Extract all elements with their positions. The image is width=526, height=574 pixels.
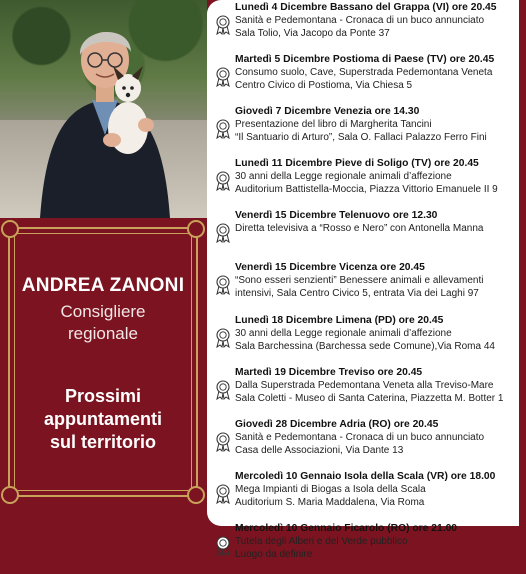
- event-description: Dalla Superstrada Pedemontana Veneta alla Treviso-Mare: [235, 379, 494, 391]
- event-location: intensivi, Sala Centro Civico 5, entrata Via dei Laghi 97: [235, 288, 479, 300]
- event-header: Lunedì 18 Dicembre Limena (PD) ore 20.45: [235, 314, 444, 326]
- event-description: Tutela degli Alberi e del Verde pubblico: [235, 535, 408, 547]
- frame-corner-ornament: [187, 486, 205, 504]
- event-item: [215, 522, 519, 574]
- award-ribbon-icon: [215, 15, 231, 35]
- event-description: “Sono esseri senzienti” Benessere animali e allevamenti: [235, 275, 484, 287]
- headline-line: appuntamenti: [43, 409, 162, 429]
- events-panel: [207, 0, 519, 560]
- event-header: Giovedì 28 Dicembre Adria (RO) ore 20.45: [235, 418, 439, 430]
- event-description: Diretta televisiva a “Rosso e Nero” con Antonella Manna: [235, 223, 484, 235]
- portrait-photo: [0, 0, 207, 218]
- frame-corner-ornament: [1, 486, 19, 504]
- event-description: 30 anni della Legge regionale animali d’affezione: [235, 327, 452, 339]
- award-ribbon-icon: [215, 536, 231, 556]
- frame-corner-ornament: [187, 220, 205, 238]
- event-location: Sala Barchessina (Barchessa sede Comune),Via Roma 44: [235, 340, 495, 352]
- event-item: [215, 105, 519, 157]
- event-item: [215, 209, 519, 261]
- event-description: Presentazione del libro di Margherita Tancini: [235, 119, 432, 131]
- event-location: Centro Civico di Postioma, Via Chiesa 5: [235, 80, 413, 92]
- person-with-dog-illustration: [0, 0, 207, 218]
- event-location: Auditorium S. Maria Maddalena, Via Roma: [235, 496, 425, 508]
- event-header: Mercoledì 10 Gennaio Isola della Scala (VR) ore 18.00: [235, 470, 496, 482]
- event-item: [215, 1, 519, 53]
- headline-line: Prossimi: [64, 386, 142, 406]
- event-location: Casa delle Associazioni, Via Dante 13: [235, 444, 404, 456]
- event-location: Sala Coletti - Museo di Santa Caterina, Piazzetta M. Botter 1: [235, 392, 504, 404]
- event-item: [215, 314, 519, 366]
- event-location: Auditorium Battistella-Moccia, Piazza Vittorio Emanuele II 9: [235, 184, 498, 196]
- events-list: [215, 1, 519, 574]
- award-ribbon-icon: [215, 119, 231, 139]
- role-line: Consigliere: [60, 302, 146, 321]
- person-name: ANDREA ZANONI: [21, 275, 185, 296]
- event-location: “Il Santuario di Arturo”, Sala O. Fallaci Palazzo Ferro Fini: [235, 132, 487, 144]
- award-ribbon-icon: [215, 380, 231, 400]
- event-item: [215, 366, 519, 418]
- headline: [8, 385, 198, 454]
- award-ribbon-icon: [215, 171, 231, 191]
- profile-frame: [8, 227, 198, 497]
- event-header: Lunedì 11 Dicembre Pieve di Soligo (TV) ore 20.45: [235, 158, 479, 170]
- event-item: [215, 53, 519, 105]
- event-header: Venerdì 15 Dicembre Telenuovo ore 12.30: [235, 210, 438, 222]
- event-description: 30 anni della Legge regionale animali d’affezione: [235, 171, 452, 183]
- event-header: Giovedì 7 Dicembre Venezia ore 14.30: [235, 106, 420, 118]
- event-description: Sanità e Pedemontana - Cronaca di un buco annunciato: [235, 15, 485, 26]
- event-location: Luogo da definire: [235, 548, 313, 560]
- event-header: Lunedì 4 Dicembre Bassano del Grappa (VI) ore 20.45: [235, 2, 497, 13]
- award-ribbon-icon: [215, 275, 231, 295]
- event-header: Venerdì 15 Dicembre Vicenza ore 20.45: [235, 262, 425, 274]
- event-header: Martedì 19 Dicembre Treviso ore 20.45: [235, 366, 423, 378]
- event-item: [215, 157, 519, 209]
- event-item: [215, 418, 519, 470]
- frame-corner-ornament: [1, 220, 19, 238]
- event-header: Martedì 5 Dicembre Postioma di Paese (TV) ore 20.45: [235, 54, 495, 66]
- event-description: Mega Impianti di Biogas a Isola della Scala: [235, 483, 426, 495]
- headline-line: sul territorio: [49, 432, 156, 452]
- award-ribbon-icon: [215, 223, 231, 243]
- person-role: [8, 301, 198, 345]
- event-description: Sanità e Pedemontana - Cronaca di un buco annunciato: [235, 431, 485, 443]
- role-line: regionale: [68, 324, 138, 343]
- event-item: [215, 470, 519, 522]
- award-ribbon-icon: [215, 67, 231, 87]
- event-location: Sala Tolio, Via Jacopo da Ponte 37: [235, 28, 390, 39]
- event-header: Mercoledì 10 Gennaio Ficarolo (RO) ore 21.00: [235, 522, 458, 534]
- award-ribbon-icon: [215, 484, 231, 504]
- award-ribbon-icon: [215, 328, 231, 348]
- event-description: Consumo suolo, Cave, Superstrada Pedemontana Veneta: [235, 67, 493, 79]
- event-item: [215, 261, 519, 313]
- award-ribbon-icon: [215, 432, 231, 452]
